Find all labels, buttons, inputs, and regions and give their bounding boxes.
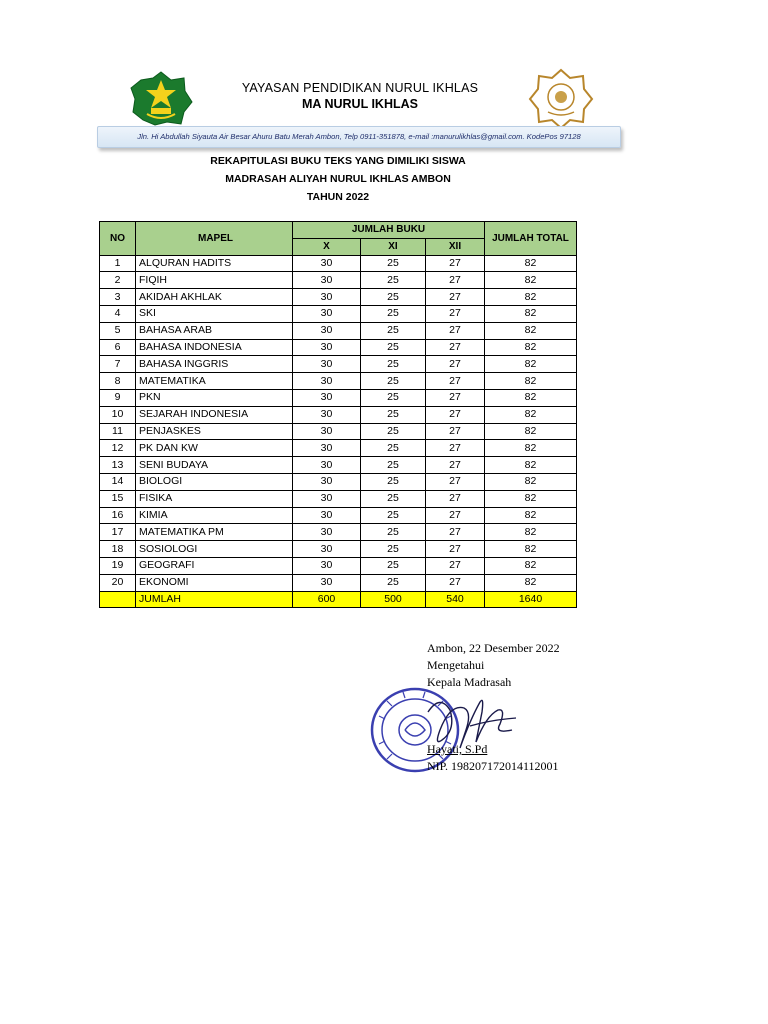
cell-total: 82 <box>485 305 577 322</box>
table-header-row <box>100 222 577 239</box>
cell-xii: 27 <box>426 490 485 507</box>
address-bar: Jln. Hi Abdullah Siyauta Air Besar Ahuru Batu Merah Ambon, Telp 0911-351878, e-mail :manurulikhlas@gmail.com. KodePos 97128 <box>97 126 621 148</box>
header-jumlah-buku: JUMLAH BUKU <box>293 222 485 239</box>
cell-no: 13 <box>100 457 136 474</box>
cell-xi: 25 <box>361 440 426 457</box>
table-row <box>100 356 577 373</box>
cell-xii: 27 <box>426 440 485 457</box>
sign-nip: NIP. 198207172014112001 <box>427 759 559 773</box>
cell-total: 82 <box>485 406 577 423</box>
cell-no: 18 <box>100 541 136 558</box>
cell-x: 30 <box>293 356 361 373</box>
cell-xii: 27 <box>426 305 485 322</box>
cell-no: 3 <box>100 289 136 306</box>
table-row <box>100 473 577 490</box>
cell-total: 82 <box>485 507 577 524</box>
cell-total: 82 <box>485 322 577 339</box>
cell-xi: 25 <box>361 272 426 289</box>
cell-xii: 27 <box>426 339 485 356</box>
cell-xi: 25 <box>361 322 426 339</box>
cell-xii: 27 <box>426 373 485 390</box>
cell-xi: 25 <box>361 524 426 541</box>
cell-total-xi: 500 <box>361 591 426 608</box>
cell-x: 30 <box>293 339 361 356</box>
header-xi: XI <box>361 238 426 255</box>
cell-x: 30 <box>293 373 361 390</box>
sign-mengetahui: Mengetahui <box>427 658 485 672</box>
cell-total: 82 <box>485 373 577 390</box>
cell-no: 17 <box>100 524 136 541</box>
cell-xii: 27 <box>426 574 485 591</box>
cell-xi: 25 <box>361 373 426 390</box>
cell-total: 82 <box>485 440 577 457</box>
cell-mapel: PKN <box>136 389 293 406</box>
header-x: X <box>293 238 361 255</box>
sign-place-date: Ambon, 22 Desember 2022 <box>427 641 560 655</box>
header-no: NO <box>100 222 136 256</box>
cell-mapel: KIMIA <box>136 507 293 524</box>
cell-x: 30 <box>293 322 361 339</box>
cell-mapel: PENJASKES <box>136 423 293 440</box>
cell-no: 12 <box>100 440 136 457</box>
table-row <box>100 490 577 507</box>
school-name: MA NURUL IKHLAS <box>302 97 418 111</box>
cell-x: 30 <box>293 406 361 423</box>
table-row <box>100 457 577 474</box>
cell-no <box>100 591 136 608</box>
cell-no: 14 <box>100 473 136 490</box>
cell-xii: 27 <box>426 406 485 423</box>
cell-xi: 25 <box>361 473 426 490</box>
cell-no: 9 <box>100 389 136 406</box>
cell-mapel: GEOGRAFI <box>136 557 293 574</box>
cell-total: 82 <box>485 557 577 574</box>
doc-title-line2: MADRASAH ALIYAH NURUL IKHLAS AMBON <box>225 173 451 185</box>
table-row <box>100 406 577 423</box>
cell-xii: 27 <box>426 524 485 541</box>
cell-xi: 25 <box>361 574 426 591</box>
table-row <box>100 507 577 524</box>
table-row <box>100 574 577 591</box>
cell-x: 30 <box>293 457 361 474</box>
sign-role: Kepala Madrasah <box>427 675 512 689</box>
cell-x: 30 <box>293 557 361 574</box>
doc-title-line1: REKAPITULASI BUKU TEKS YANG DIMILIKI SISWA <box>210 155 466 167</box>
cell-xii: 27 <box>426 457 485 474</box>
header-mapel: MAPEL <box>136 222 293 256</box>
table-row <box>100 541 577 558</box>
cell-xi: 25 <box>361 541 426 558</box>
cell-x: 30 <box>293 541 361 558</box>
doc-title-line3: TAHUN 2022 <box>306 191 370 203</box>
cell-no: 7 <box>100 356 136 373</box>
cell-x: 30 <box>293 305 361 322</box>
table-row <box>100 322 577 339</box>
cell-xi: 25 <box>361 490 426 507</box>
cell-x: 30 <box>293 524 361 541</box>
cell-no: 2 <box>100 272 136 289</box>
cell-mapel: AKIDAH AKHLAK <box>136 289 293 306</box>
cell-no: 19 <box>100 557 136 574</box>
kemenag-logo-icon <box>129 70 193 126</box>
cell-xii: 27 <box>426 423 485 440</box>
cell-xii: 27 <box>426 322 485 339</box>
cell-x: 30 <box>293 507 361 524</box>
table-row <box>100 524 577 541</box>
cell-total: 82 <box>485 389 577 406</box>
cell-total-xii: 540 <box>426 591 485 608</box>
cell-no: 8 <box>100 373 136 390</box>
cell-xi: 25 <box>361 339 426 356</box>
cell-xii: 27 <box>426 557 485 574</box>
cell-xi: 25 <box>361 289 426 306</box>
cell-total: 82 <box>485 490 577 507</box>
cell-xii: 27 <box>426 473 485 490</box>
cell-total: 82 <box>485 272 577 289</box>
cell-total: 82 <box>485 574 577 591</box>
table-row <box>100 272 577 289</box>
cell-mapel: SOSIOLOGI <box>136 541 293 558</box>
table-row <box>100 440 577 457</box>
cell-xii: 27 <box>426 272 485 289</box>
cell-total: 82 <box>485 524 577 541</box>
table-body <box>100 255 577 608</box>
table-row <box>100 339 577 356</box>
cell-mapel: SKI <box>136 305 293 322</box>
cell-no: 10 <box>100 406 136 423</box>
cell-total: 82 <box>485 423 577 440</box>
cell-xi: 25 <box>361 457 426 474</box>
recap-table <box>99 221 577 608</box>
cell-total-x: 600 <box>293 591 361 608</box>
cell-xii: 27 <box>426 541 485 558</box>
cell-total: 82 <box>485 473 577 490</box>
cell-no: 1 <box>100 255 136 272</box>
table-row <box>100 557 577 574</box>
header-jumlah-total: JUMLAH TOTAL <box>485 222 577 256</box>
cell-xi: 25 <box>361 255 426 272</box>
cell-x: 30 <box>293 574 361 591</box>
cell-mapel: ALQURAN HADITS <box>136 255 293 272</box>
org-name: YAYASAN PENDIDIKAN NURUL IKHLAS <box>241 81 479 95</box>
cell-x: 30 <box>293 389 361 406</box>
cell-mapel: FISIKA <box>136 490 293 507</box>
cell-total: 82 <box>485 339 577 356</box>
cell-no: 11 <box>100 423 136 440</box>
table-total-row <box>100 591 577 608</box>
table-row <box>100 255 577 272</box>
table-row <box>100 389 577 406</box>
cell-xii: 27 <box>426 289 485 306</box>
cell-mapel: BAHASA INGGRIS <box>136 356 293 373</box>
cell-no: 5 <box>100 322 136 339</box>
table-row <box>100 305 577 322</box>
madrasah-logo-icon <box>528 68 594 130</box>
cell-mapel: PK DAN KW <box>136 440 293 457</box>
cell-no: 20 <box>100 574 136 591</box>
cell-xii: 27 <box>426 507 485 524</box>
sign-name: Hayati, S.Pd <box>427 742 488 756</box>
cell-mapel: BAHASA ARAB <box>136 322 293 339</box>
table-row <box>100 423 577 440</box>
cell-x: 30 <box>293 423 361 440</box>
cell-no: 6 <box>100 339 136 356</box>
cell-xi: 25 <box>361 305 426 322</box>
cell-total: 82 <box>485 356 577 373</box>
cell-x: 30 <box>293 473 361 490</box>
cell-x: 30 <box>293 255 361 272</box>
cell-no: 16 <box>100 507 136 524</box>
cell-xii: 27 <box>426 255 485 272</box>
cell-mapel: SENI BUDAYA <box>136 457 293 474</box>
cell-xi: 25 <box>361 389 426 406</box>
cell-xi: 25 <box>361 406 426 423</box>
cell-total: 82 <box>485 289 577 306</box>
cell-x: 30 <box>293 440 361 457</box>
cell-xi: 25 <box>361 557 426 574</box>
cell-total: 82 <box>485 457 577 474</box>
cell-mapel: BAHASA INDONESIA <box>136 339 293 356</box>
cell-x: 30 <box>293 289 361 306</box>
cell-x: 30 <box>293 272 361 289</box>
cell-x: 30 <box>293 490 361 507</box>
table-row <box>100 373 577 390</box>
cell-no: 15 <box>100 490 136 507</box>
cell-no: 4 <box>100 305 136 322</box>
cell-xi: 25 <box>361 507 426 524</box>
cell-mapel: MATEMATIKA <box>136 373 293 390</box>
cell-total: 82 <box>485 255 577 272</box>
cell-xii: 27 <box>426 356 485 373</box>
cell-xi: 25 <box>361 356 426 373</box>
table-row <box>100 289 577 306</box>
header-xii: XII <box>426 238 485 255</box>
cell-total-label: JUMLAH <box>136 591 293 608</box>
cell-mapel: BIOLOGI <box>136 473 293 490</box>
cell-xi: 25 <box>361 423 426 440</box>
cell-xii: 27 <box>426 389 485 406</box>
cell-mapel: MATEMATIKA PM <box>136 524 293 541</box>
cell-mapel: EKONOMI <box>136 574 293 591</box>
cell-total: 82 <box>485 541 577 558</box>
cell-mapel: SEJARAH INDONESIA <box>136 406 293 423</box>
cell-grand-total: 1640 <box>485 591 577 608</box>
cell-mapel: FIQIH <box>136 272 293 289</box>
